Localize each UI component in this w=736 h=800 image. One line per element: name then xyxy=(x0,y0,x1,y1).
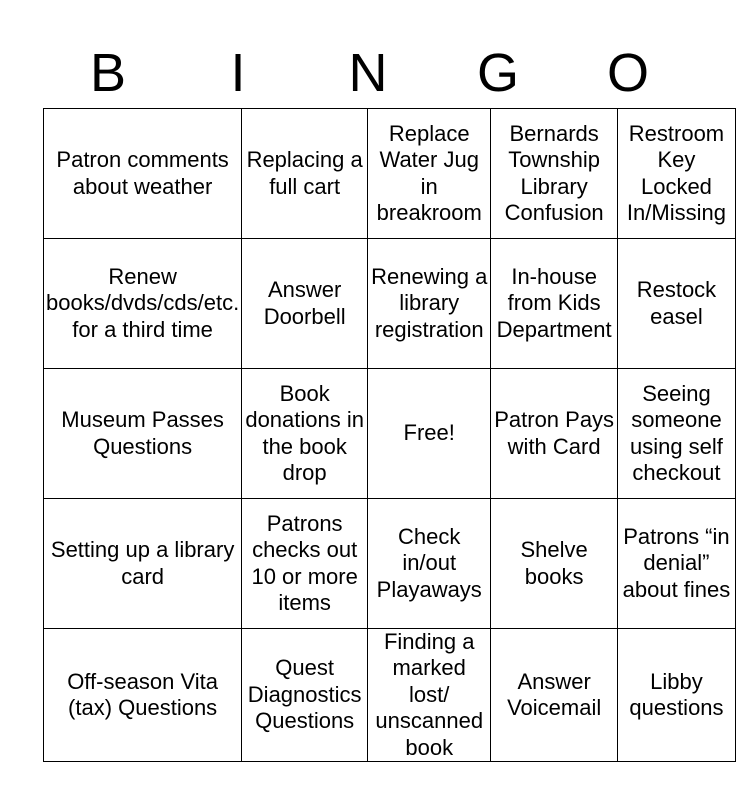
bingo-cell[interactable]: Restock easel xyxy=(617,239,735,369)
header-letter-b: B xyxy=(89,43,127,103)
grid-row xyxy=(44,369,736,499)
bingo-cell[interactable]: Patrons “in denial” about fines xyxy=(617,499,735,629)
grid-row xyxy=(44,239,736,369)
grid-row xyxy=(44,629,736,762)
bingo-cell[interactable]: Renew books/dvds/cds/etc. for a third time xyxy=(44,239,242,369)
header-letter-o: O xyxy=(606,43,649,103)
bingo-cell[interactable]: Bernards Township Library Confusion xyxy=(491,109,618,239)
bingo-cell[interactable]: Quest Diagnostics Questions xyxy=(242,629,368,762)
bingo-cell[interactable]: Replace Water Jug in breakroom xyxy=(368,109,491,239)
header-letter-n: N xyxy=(348,43,388,103)
bingo-cell[interactable]: Answer Doorbell xyxy=(242,239,368,369)
header-letter-g: G xyxy=(476,43,519,103)
bingo-cell[interactable]: Renewing a library registration xyxy=(368,239,491,369)
bingo-cell[interactable]: Patron Pays with Card xyxy=(491,369,618,499)
bingo-cell[interactable]: Off-season Vita (tax) Questions xyxy=(44,629,242,762)
bingo-cell[interactable]: Check in/out Playaways xyxy=(368,499,491,629)
bingo-cell[interactable]: Museum Passes Questions xyxy=(44,369,242,499)
header-letter-i: I xyxy=(230,43,246,103)
bingo-grid xyxy=(43,108,736,762)
bingo-cell[interactable]: Answer Voicemail xyxy=(491,629,618,762)
grid-row xyxy=(44,109,736,239)
bingo-cell[interactable]: Libby questions xyxy=(617,629,735,762)
bingo-cell[interactable]: Patron comments about weather xyxy=(44,109,242,239)
bingo-cell[interactable]: Replacing a full cart xyxy=(242,109,368,239)
bingo-cell[interactable]: Restroom Key Locked In/Missing xyxy=(617,109,735,239)
bingo-cell[interactable]: Patrons checks out 10 or more items xyxy=(242,499,368,629)
bingo-cell[interactable]: Setting up a library card xyxy=(44,499,242,629)
grid-row xyxy=(44,499,736,629)
bingo-cell[interactable]: In-house from Kids Department xyxy=(491,239,618,369)
bingo-cell[interactable]: Book donations in the book drop xyxy=(242,369,368,499)
bingo-cell[interactable]: Finding a marked lost/ unscanned book xyxy=(368,629,491,762)
bingo-cell[interactable]: Shelve books xyxy=(491,499,618,629)
bingo-header xyxy=(43,40,693,106)
bingo-cell[interactable]: Seeing someone using self checkout xyxy=(617,369,735,499)
free-space-cell[interactable]: Free! xyxy=(368,369,491,499)
